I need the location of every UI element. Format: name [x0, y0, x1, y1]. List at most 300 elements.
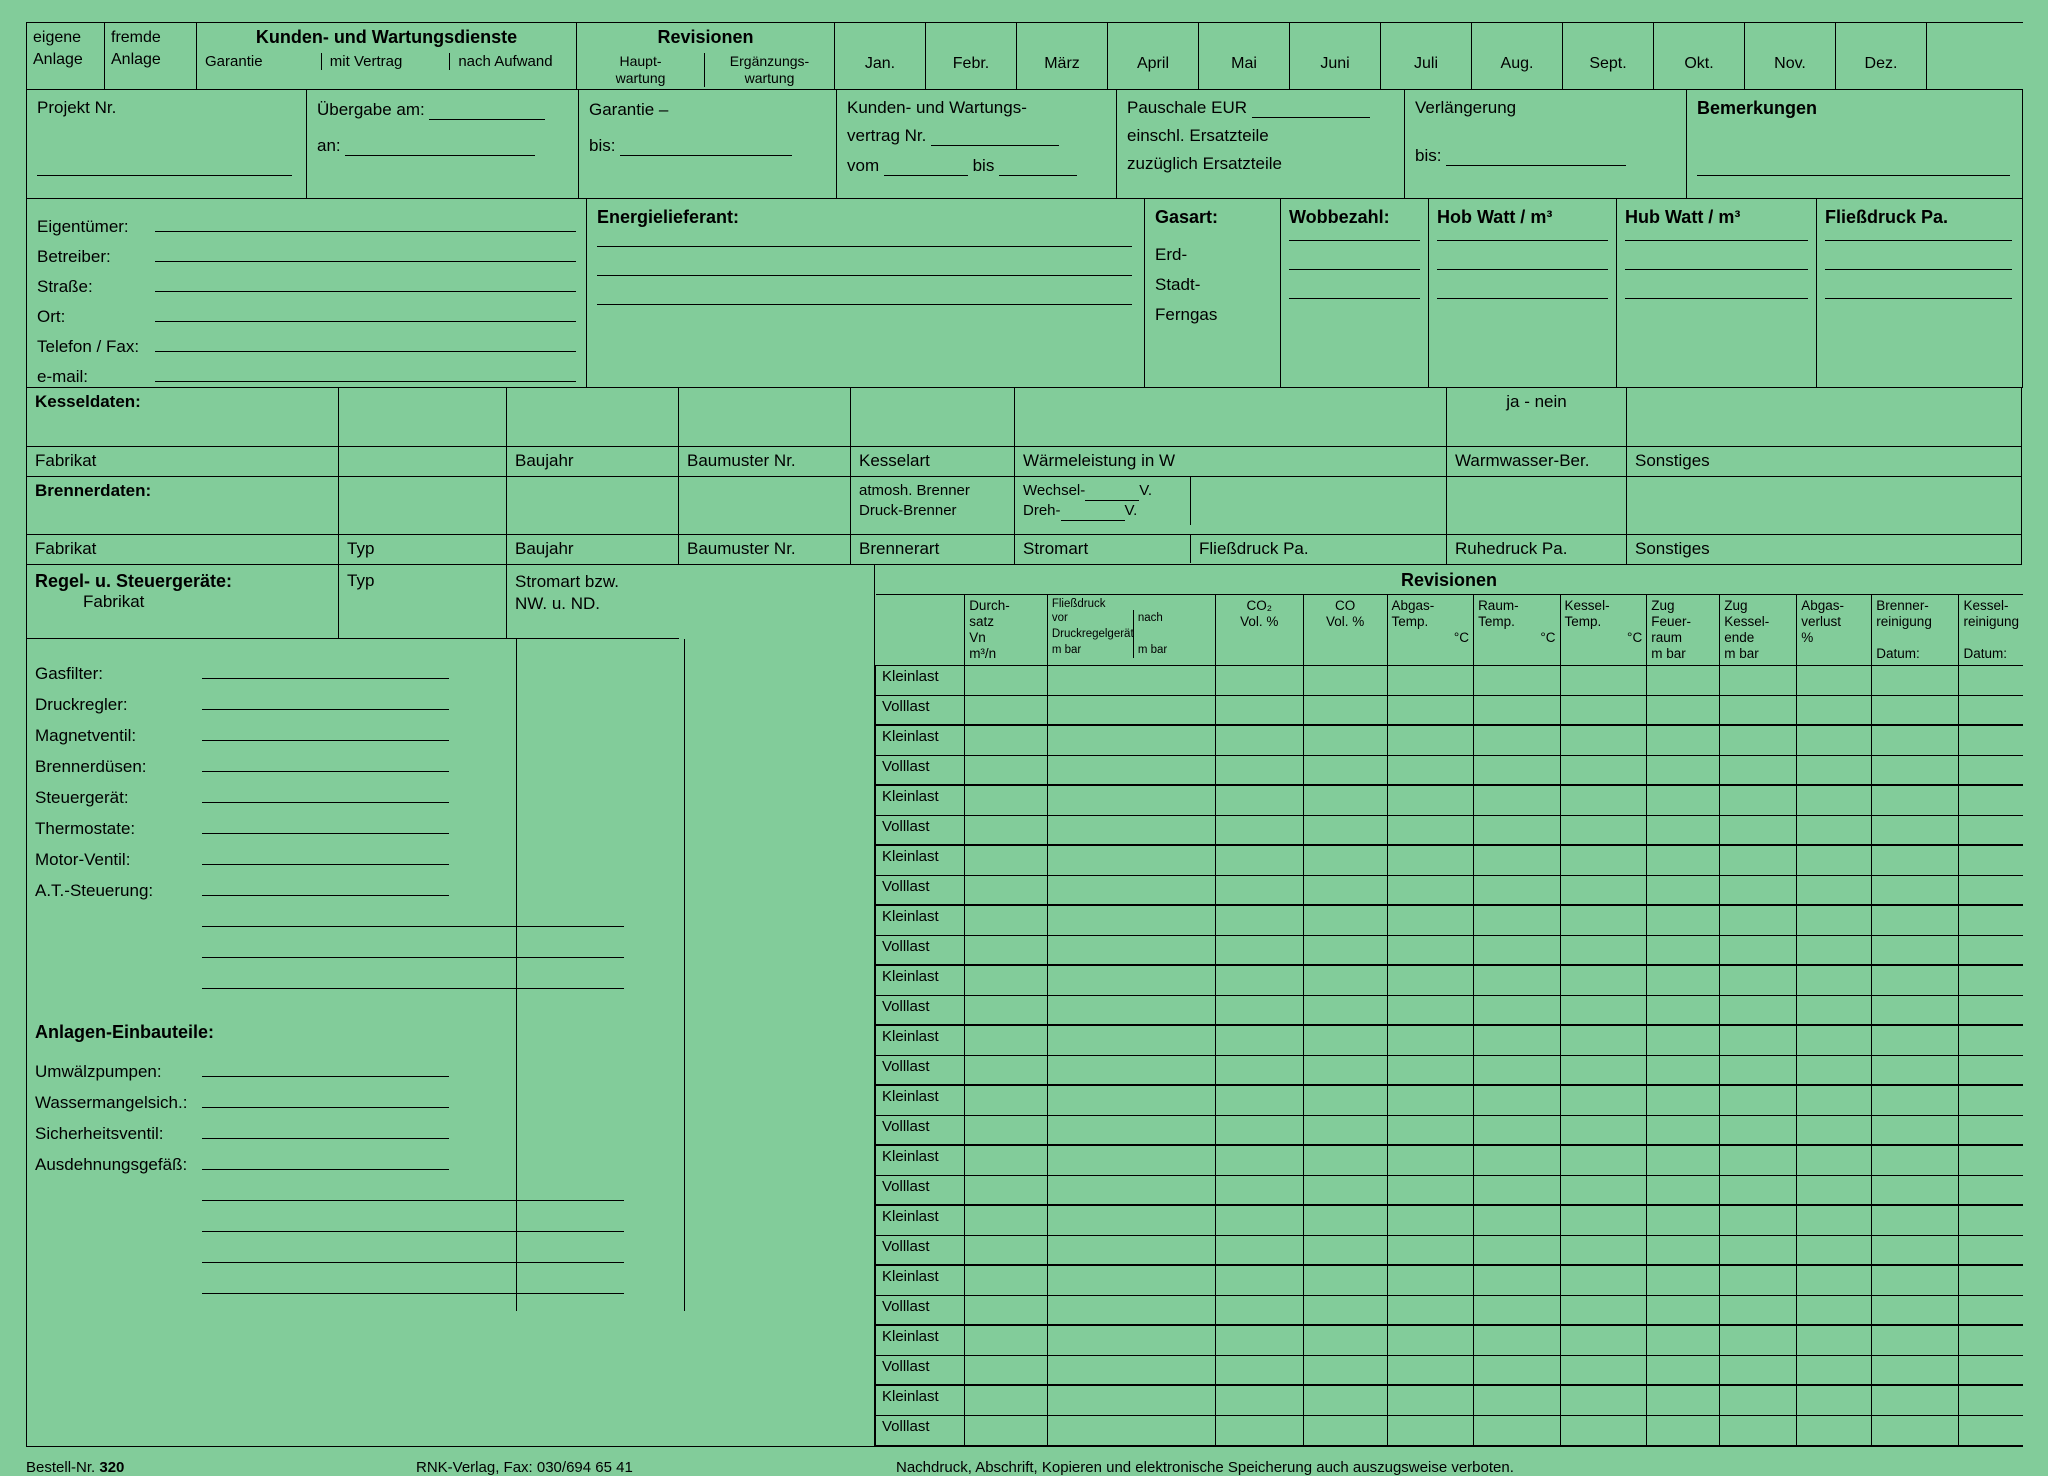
rev-cell[interactable]	[1215, 1235, 1303, 1265]
rev-cell[interactable]	[1560, 995, 1647, 1025]
rev-cell[interactable]	[1474, 845, 1560, 875]
rev-cell[interactable]	[1215, 1115, 1303, 1145]
rev-cell[interactable]	[1872, 1355, 1959, 1385]
rev-cell[interactable]	[1959, 1115, 2023, 1145]
rev-cell[interactable]	[1303, 1055, 1387, 1085]
rev-cell[interactable]	[1797, 1175, 1872, 1205]
handover-to-line[interactable]	[345, 155, 535, 156]
brennerdaten-c7[interactable]	[1447, 476, 1627, 534]
rev-cell[interactable]	[1474, 815, 1560, 845]
rev-cell[interactable]	[1872, 905, 1959, 935]
revision-row-kleinlast[interactable]: Kleinlast	[876, 905, 2024, 935]
rev-cell[interactable]	[1720, 1115, 1797, 1145]
rev-cell[interactable]	[1959, 785, 2023, 815]
rev-cell[interactable]	[1387, 1235, 1474, 1265]
revision-row-kleinlast[interactable]: Kleinlast	[876, 725, 2024, 755]
extension-cell[interactable]	[1405, 90, 1687, 198]
rev-cell[interactable]	[1959, 905, 2023, 935]
rev-cell[interactable]	[1047, 1415, 1215, 1445]
rev-cell[interactable]	[1959, 1055, 2023, 1085]
remarks-cell[interactable]	[1687, 90, 2023, 198]
rev-cell[interactable]	[1872, 785, 1959, 815]
rev-cell[interactable]	[1560, 755, 1647, 785]
rev-cell[interactable]	[1872, 815, 1959, 845]
rev-cell[interactable]	[1560, 875, 1647, 905]
rev-cell[interactable]	[965, 755, 1048, 785]
gas-type-options[interactable]	[1145, 228, 1280, 330]
rev-cell[interactable]	[965, 815, 1048, 845]
rev-cell[interactable]	[1872, 1085, 1959, 1115]
rev-cell[interactable]	[1303, 1385, 1387, 1415]
rev-cell[interactable]	[1303, 1415, 1387, 1445]
rev-cell[interactable]	[1959, 1265, 2023, 1295]
rev-cell[interactable]	[1047, 845, 1215, 875]
builtin-row-blank[interactable]	[27, 1175, 874, 1206]
rev-cell[interactable]	[1647, 1325, 1720, 1355]
rev-cell[interactable]	[1474, 665, 1560, 695]
rev-cell[interactable]	[1720, 1085, 1797, 1115]
rev-cell[interactable]	[1474, 1295, 1560, 1325]
rev-cell[interactable]	[1872, 755, 1959, 785]
rev-cell[interactable]	[1474, 875, 1560, 905]
rev-cell[interactable]	[1872, 845, 1959, 875]
rev-cell[interactable]	[1959, 695, 2023, 725]
rev-cell[interactable]	[1474, 1145, 1560, 1175]
gas-type-ferngas[interactable]: Ferngas	[1155, 305, 1218, 324]
rev-cell[interactable]	[1303, 1295, 1387, 1325]
rev-cell[interactable]	[1797, 1415, 1872, 1445]
rev-cell[interactable]	[965, 1415, 1048, 1445]
rev-cell[interactable]	[1959, 1385, 2023, 1415]
rev-cell[interactable]	[1797, 1025, 1872, 1055]
rev-cell[interactable]	[1647, 1385, 1720, 1415]
control-row-at-steuerung[interactable]: A.T.-Steuerung:	[27, 870, 874, 901]
rev-cell[interactable]	[1387, 995, 1474, 1025]
rev-cell[interactable]	[1474, 1355, 1560, 1385]
rev-cell[interactable]	[1560, 1295, 1647, 1325]
rev-cell[interactable]	[1387, 905, 1474, 935]
rev-cell[interactable]	[1215, 1205, 1303, 1235]
month-mar[interactable]: März	[1017, 23, 1108, 89]
rev-cell[interactable]	[1797, 1055, 1872, 1085]
rev-cell[interactable]	[1387, 755, 1474, 785]
builtin-row-blank[interactable]	[27, 1268, 874, 1299]
rev-cell[interactable]	[1387, 965, 1474, 995]
rev-cell[interactable]	[1959, 1235, 2023, 1265]
rev-cell[interactable]	[1560, 1055, 1647, 1085]
rev-cell[interactable]	[965, 1205, 1048, 1235]
warranty-cell[interactable]	[579, 90, 837, 198]
rev-cell[interactable]	[1959, 755, 2023, 785]
revision-row-volllast[interactable]: Volllast	[876, 815, 2024, 845]
rev-cell[interactable]	[965, 1325, 1048, 1355]
rev-cell[interactable]	[1647, 1145, 1720, 1175]
rev-cell[interactable]	[1387, 1055, 1474, 1085]
rev-cell[interactable]	[1215, 935, 1303, 965]
rev-cell[interactable]	[965, 1025, 1048, 1055]
rev-cell[interactable]	[1047, 665, 1215, 695]
rev-cell[interactable]	[1560, 1265, 1647, 1295]
rev-cell[interactable]	[1215, 1055, 1303, 1085]
revision-row-volllast[interactable]: Volllast	[876, 1235, 2024, 1265]
rev-cell[interactable]	[1647, 815, 1720, 845]
rev-cell[interactable]	[1872, 935, 1959, 965]
wobbe-block[interactable]	[1281, 199, 1429, 387]
rev-cell[interactable]	[1047, 1145, 1215, 1175]
rev-cell[interactable]	[1215, 1325, 1303, 1355]
brenner-type-cell[interactable]: atmosh. Brenner Druck-Brenner	[851, 476, 1015, 534]
rev-cell[interactable]	[1797, 935, 1872, 965]
rev-cell[interactable]	[1647, 1205, 1720, 1235]
rev-cell[interactable]	[965, 965, 1048, 995]
rev-cell[interactable]	[1872, 1385, 1959, 1415]
rev-cell[interactable]	[1215, 1295, 1303, 1325]
revision-row-volllast[interactable]: Volllast	[876, 995, 2024, 1025]
rev-cell[interactable]	[1872, 695, 1959, 725]
control-row-thermostate[interactable]: Thermostate:	[27, 808, 874, 839]
rev-cell[interactable]	[1387, 845, 1474, 875]
rev-cell[interactable]	[1387, 1265, 1474, 1295]
rev-cell[interactable]	[1647, 1175, 1720, 1205]
rev-cell[interactable]	[1647, 695, 1720, 725]
revision-row-kleinlast[interactable]: Kleinlast	[876, 1385, 2024, 1415]
rev-cell[interactable]	[1797, 1325, 1872, 1355]
rev-cell[interactable]	[1720, 725, 1797, 755]
rev-cell[interactable]	[1387, 935, 1474, 965]
rev-cell[interactable]	[1215, 755, 1303, 785]
rev-cell[interactable]	[1720, 695, 1797, 725]
rev-cell[interactable]	[1303, 995, 1387, 1025]
rev-cell[interactable]	[1647, 1265, 1720, 1295]
rev-cell[interactable]	[1303, 815, 1387, 845]
control-row-druckregler[interactable]: Druckregler:	[27, 684, 874, 715]
rev-cell[interactable]	[965, 995, 1048, 1025]
rev-cell[interactable]	[1560, 1205, 1647, 1235]
rev-cell[interactable]	[1303, 1115, 1387, 1145]
rev-cell[interactable]	[1303, 1235, 1387, 1265]
wobbe-lines[interactable]	[1281, 228, 1428, 299]
rev-cell[interactable]	[1872, 665, 1959, 695]
rev-cell[interactable]	[1872, 1265, 1959, 1295]
rev-cell[interactable]	[1387, 725, 1474, 755]
month-sep[interactable]: Sept.	[1563, 23, 1654, 89]
rev-cell[interactable]	[1647, 1115, 1720, 1145]
energy-supplier-lines[interactable]	[587, 228, 1144, 305]
rev-cell[interactable]	[1215, 785, 1303, 815]
rev-cell[interactable]	[1560, 1415, 1647, 1445]
rev-cell[interactable]	[1047, 875, 1215, 905]
rev-cell[interactable]	[1215, 1415, 1303, 1445]
rev-cell[interactable]	[1647, 1235, 1720, 1265]
rev-cell[interactable]	[1303, 1025, 1387, 1055]
rev-cell[interactable]	[1303, 1205, 1387, 1235]
contract-no-line[interactable]	[931, 145, 1059, 146]
rev-cell[interactable]	[1047, 1265, 1215, 1295]
rev-cell[interactable]	[1959, 1085, 2023, 1115]
rev-cell[interactable]	[1959, 815, 2023, 845]
rev-cell[interactable]	[1303, 695, 1387, 725]
rev-cell[interactable]	[1303, 875, 1387, 905]
rev-cell[interactable]	[1797, 1205, 1872, 1235]
rev-cell[interactable]	[1872, 875, 1959, 905]
rev-cell[interactable]	[1387, 1205, 1474, 1235]
rev-cell[interactable]	[965, 845, 1048, 875]
revision-row-kleinlast[interactable]: Kleinlast	[876, 965, 2024, 995]
rev-cell[interactable]	[1647, 725, 1720, 755]
rev-cell[interactable]	[1387, 1385, 1474, 1415]
rev-cell[interactable]	[1474, 1115, 1560, 1145]
col-nach-aufwand[interactable]: nach Aufwand	[449, 53, 576, 70]
rev-cell[interactable]	[1872, 965, 1959, 995]
rev-cell[interactable]	[1560, 785, 1647, 815]
kesseldaten-c8[interactable]	[1627, 388, 2022, 446]
rev-cell[interactable]	[1303, 755, 1387, 785]
project-cell[interactable]	[27, 90, 307, 198]
rev-cell[interactable]	[965, 1385, 1048, 1415]
rev-cell[interactable]	[1387, 1175, 1474, 1205]
rev-cell[interactable]	[1215, 965, 1303, 995]
month-jul[interactable]: Juli	[1381, 23, 1472, 89]
rev-cell[interactable]	[1387, 1085, 1474, 1115]
control-row-gasfilter[interactable]: Gasfilter:	[27, 653, 874, 684]
rev-cell[interactable]	[1303, 935, 1387, 965]
brenner-voltage-inner[interactable]	[1015, 477, 1191, 525]
rev-cell[interactable]	[1720, 1145, 1797, 1175]
rev-cell[interactable]	[1474, 905, 1560, 935]
handover-date-line[interactable]	[429, 119, 545, 120]
rev-cell[interactable]	[1560, 725, 1647, 755]
rev-cell[interactable]	[1560, 845, 1647, 875]
rev-cell[interactable]	[1387, 815, 1474, 845]
rev-cell[interactable]	[1560, 815, 1647, 845]
revision-row-kleinlast[interactable]: Kleinlast	[876, 845, 2024, 875]
rev-cell[interactable]	[1647, 845, 1720, 875]
rev-cell[interactable]	[1647, 935, 1720, 965]
rev-cell[interactable]	[1474, 1205, 1560, 1235]
rev-cell[interactable]	[1720, 755, 1797, 785]
revision-row-kleinlast[interactable]: Kleinlast	[876, 1145, 2024, 1175]
rev-cell[interactable]	[965, 905, 1048, 935]
rev-cell[interactable]	[1959, 965, 2023, 995]
rev-cell[interactable]	[1647, 665, 1720, 695]
brennerdaten-c3[interactable]	[507, 476, 679, 534]
rev-cell[interactable]	[1560, 905, 1647, 935]
rev-cell[interactable]	[965, 725, 1048, 755]
rev-cell[interactable]	[1387, 1115, 1474, 1145]
rev-cell[interactable]	[1872, 1325, 1959, 1355]
handover-cell[interactable]	[307, 90, 579, 198]
rev-cell[interactable]	[1720, 1025, 1797, 1055]
rev-cell[interactable]	[1797, 755, 1872, 785]
rev-cell[interactable]	[1474, 935, 1560, 965]
rev-cell[interactable]	[1215, 1265, 1303, 1295]
rev-cell[interactable]	[1303, 785, 1387, 815]
rev-cell[interactable]	[1474, 1265, 1560, 1295]
rev-cell[interactable]	[1720, 1415, 1797, 1445]
rev-cell[interactable]	[1474, 1085, 1560, 1115]
owner-field-telefon[interactable]: Telefon / Fax:	[37, 327, 576, 357]
month-apr[interactable]: April	[1108, 23, 1199, 89]
rev-cell[interactable]	[1047, 1055, 1215, 1085]
brennerdaten-c2[interactable]	[339, 476, 507, 534]
rev-cell[interactable]	[1720, 1175, 1797, 1205]
revision-row-volllast[interactable]: Volllast	[876, 1295, 2024, 1325]
rev-cell[interactable]	[1959, 1205, 2023, 1235]
rev-cell[interactable]	[1797, 905, 1872, 935]
revision-row-volllast[interactable]: Volllast	[876, 875, 2024, 905]
month-jan[interactable]: Jan.	[835, 23, 926, 89]
rev-cell[interactable]	[1215, 995, 1303, 1025]
rev-cell[interactable]	[1387, 785, 1474, 815]
owner-field-email[interactable]: e-mail:	[37, 357, 576, 387]
rev-cell[interactable]	[1720, 815, 1797, 845]
rev-cell[interactable]	[1560, 1085, 1647, 1115]
rev-cell[interactable]	[1047, 1085, 1215, 1115]
rev-cell[interactable]	[1872, 1025, 1959, 1055]
revision-row-kleinlast[interactable]: Kleinlast	[876, 1325, 2024, 1355]
rev-cell[interactable]	[1303, 1355, 1387, 1385]
rev-cell[interactable]	[1047, 785, 1215, 815]
rev-cell[interactable]	[965, 1235, 1048, 1265]
rev-cell[interactable]	[1959, 995, 2023, 1025]
builtin-row-blank[interactable]	[27, 1206, 874, 1237]
rev-cell[interactable]	[1215, 875, 1303, 905]
kesseldaten-c4[interactable]	[679, 388, 851, 446]
rev-cell[interactable]	[1560, 1145, 1647, 1175]
contract-cell[interactable]: Kunden- und Wartungs- vertrag Nr. vom bis	[837, 90, 1117, 198]
rev-cell[interactable]	[1387, 1295, 1474, 1325]
month-nov[interactable]: Nov.	[1745, 23, 1836, 89]
rev-cell[interactable]	[1215, 665, 1303, 695]
rev-cell[interactable]	[1797, 1115, 1872, 1145]
rev-cell[interactable]	[1720, 1055, 1797, 1085]
rev-cell[interactable]	[1047, 1205, 1215, 1235]
hub-lines[interactable]	[1617, 228, 1816, 299]
rev-cell[interactable]	[965, 1145, 1048, 1175]
rev-cell[interactable]	[1720, 965, 1797, 995]
rev-cell[interactable]	[1797, 995, 1872, 1025]
own-plant-cell[interactable]	[27, 23, 105, 89]
rev-cell[interactable]	[1720, 875, 1797, 905]
energy-supplier-block[interactable]	[587, 199, 1145, 387]
rev-cell[interactable]	[1215, 1175, 1303, 1205]
revision-row-volllast[interactable]: Volllast	[876, 1055, 2024, 1085]
rev-cell[interactable]	[1872, 1145, 1959, 1175]
revision-row-volllast[interactable]: Volllast	[876, 695, 2024, 725]
rev-cell[interactable]	[965, 1175, 1048, 1205]
rev-cell[interactable]	[1560, 1355, 1647, 1385]
rev-cell[interactable]	[1303, 1145, 1387, 1175]
rev-cell[interactable]	[1797, 1385, 1872, 1415]
rev-cell[interactable]	[1474, 995, 1560, 1025]
month-oct[interactable]: Okt.	[1654, 23, 1745, 89]
rev-cell[interactable]	[1872, 995, 1959, 1025]
rev-cell[interactable]	[1474, 725, 1560, 755]
rev-cell[interactable]	[1215, 1025, 1303, 1055]
revision-row-kleinlast[interactable]: Kleinlast	[876, 1085, 2024, 1115]
rev-cell[interactable]	[1959, 1325, 2023, 1355]
rev-cell[interactable]	[1797, 785, 1872, 815]
rev-cell[interactable]	[1560, 1235, 1647, 1265]
builtin-row-sicherheitsventil[interactable]: Sicherheitsventil:	[27, 1113, 874, 1144]
rev-cell[interactable]	[1647, 965, 1720, 995]
foreign-plant-cell[interactable]	[105, 23, 197, 89]
rev-cell[interactable]	[1797, 965, 1872, 995]
revision-row-kleinlast[interactable]: Kleinlast	[876, 785, 2024, 815]
rev-cell[interactable]	[1647, 1025, 1720, 1055]
revision-row-volllast[interactable]: Volllast	[876, 1355, 2024, 1385]
rev-cell[interactable]	[1560, 1115, 1647, 1145]
control-row-blank[interactable]	[27, 963, 874, 994]
rev-cell[interactable]	[1959, 1355, 2023, 1385]
rev-cell[interactable]	[1215, 905, 1303, 935]
rev-cell[interactable]	[1959, 875, 2023, 905]
month-may[interactable]: Mai	[1199, 23, 1290, 89]
month-dec[interactable]: Dez.	[1836, 23, 1927, 89]
rev-cell[interactable]	[1959, 1145, 2023, 1175]
rev-cell[interactable]	[1647, 995, 1720, 1025]
rev-cell[interactable]	[1474, 1415, 1560, 1445]
rev-cell[interactable]	[1560, 935, 1647, 965]
rev-cell[interactable]	[1959, 845, 2023, 875]
rev-cell[interactable]	[1797, 1145, 1872, 1175]
rev-cell[interactable]	[965, 695, 1048, 725]
rev-cell[interactable]	[1797, 725, 1872, 755]
rev-cell[interactable]	[1047, 755, 1215, 785]
rev-cell[interactable]	[1647, 1415, 1720, 1445]
rev-cell[interactable]	[1474, 965, 1560, 995]
rev-cell[interactable]	[965, 1295, 1048, 1325]
rev-cell[interactable]	[1047, 1355, 1215, 1385]
brennerdaten-c6b[interactable]	[1191, 477, 1446, 525]
rev-cell[interactable]	[1797, 1295, 1872, 1325]
rev-cell[interactable]	[1560, 1175, 1647, 1205]
revision-row-kleinlast[interactable]: Kleinlast	[876, 1025, 2024, 1055]
rev-cell[interactable]	[1047, 995, 1215, 1025]
rev-cell[interactable]	[1647, 875, 1720, 905]
rev-cell[interactable]	[1959, 1175, 2023, 1205]
control-row-motorventil[interactable]: Motor-Ventil:	[27, 839, 874, 870]
warranty-to-line[interactable]	[620, 155, 792, 156]
rev-cell[interactable]	[1474, 785, 1560, 815]
rev-cell[interactable]	[1474, 1025, 1560, 1055]
rev-cell[interactable]	[1474, 1175, 1560, 1205]
rev-cell[interactable]	[1720, 845, 1797, 875]
rev-cell[interactable]	[1872, 1205, 1959, 1235]
rev-cell[interactable]	[1215, 1385, 1303, 1415]
rev-cell[interactable]	[1387, 1325, 1474, 1355]
kesseldaten-c6[interactable]	[1015, 388, 1447, 446]
rev-cell[interactable]	[1047, 935, 1215, 965]
rev-cell[interactable]	[1387, 1355, 1474, 1385]
rev-cell[interactable]	[1387, 1415, 1474, 1445]
rev-cell[interactable]	[1387, 875, 1474, 905]
rev-cell[interactable]	[1720, 1265, 1797, 1295]
rev-cell[interactable]	[1872, 725, 1959, 755]
rev-cell[interactable]	[1872, 1175, 1959, 1205]
kesseldaten-c2[interactable]	[339, 388, 507, 446]
rev-cell[interactable]	[1303, 725, 1387, 755]
rev-cell[interactable]	[1047, 1025, 1215, 1055]
month-aug[interactable]: Aug.	[1472, 23, 1563, 89]
rev-cell[interactable]	[1303, 845, 1387, 875]
brennerdaten-c8[interactable]	[1627, 476, 2022, 534]
control-row-blank[interactable]	[27, 901, 874, 932]
rev-cell[interactable]	[1647, 785, 1720, 815]
rev-cell[interactable]	[1720, 785, 1797, 815]
col-garantie[interactable]: Garantie	[205, 53, 263, 70]
rev-cell[interactable]	[1215, 725, 1303, 755]
